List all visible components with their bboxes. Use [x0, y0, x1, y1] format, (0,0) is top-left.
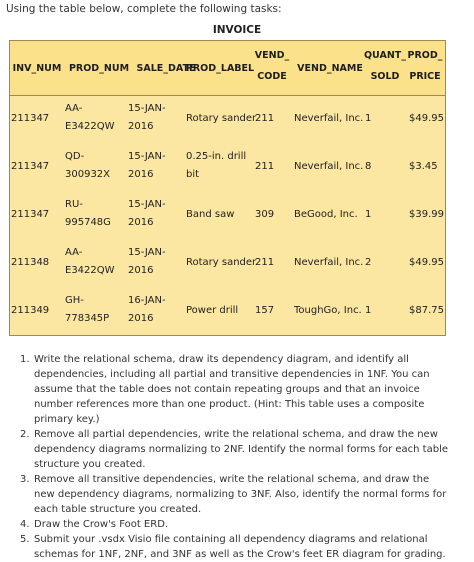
cell-prod-price: $87.75 — [409, 305, 444, 316]
task-text: Write the relational schema, draw its dependency diagram, and identify all dependencies, including all partial and transitive dependencies in 1NF. You can assume that the table does not contain repeating groups and that an invoice number references more than one product. (Hint: This table uses a composite primary key.) — [34, 354, 430, 425]
task-item — [20, 352, 448, 427]
cell-vend-code: 157 — [255, 305, 275, 316]
cell-vend-code: 211 — [255, 257, 275, 268]
table-header-row — [10, 41, 445, 96]
cell-prod-num: 778345P — [65, 313, 110, 324]
table-caption: INVOICE — [212, 24, 262, 36]
cell-sale-date: 2016 — [128, 313, 154, 324]
cell-prod-price: $49.95 — [409, 257, 444, 268]
cell-vend-code: 309 — [255, 209, 275, 220]
cell-prod-num: AA- — [65, 247, 83, 258]
cell-prod-label: Band saw — [186, 209, 235, 220]
cell-prod-num: GH- — [65, 295, 84, 306]
cell-inv-num: 211347 — [11, 113, 50, 124]
table-row — [10, 195, 445, 243]
cell-quant-sold: 1 — [365, 305, 372, 316]
cell-prod-num: E3422QW — [65, 121, 115, 132]
cell-quant-sold: 1 — [365, 113, 372, 124]
task-list — [20, 352, 448, 562]
cell-prod-label: Rotary sander — [186, 113, 257, 124]
cell-vend-code: 211 — [255, 113, 275, 124]
invoice-table — [9, 40, 446, 336]
cell-sale-date: 15-JAN- — [128, 103, 166, 114]
task-item — [20, 532, 448, 562]
task-number: 5. — [20, 534, 30, 545]
task-text: Remove all partial dependencies, write the relational schema, and draw the new dependency diagrams normalizing to 2NF. Identify the normal forms for each table structure you created. — [34, 429, 449, 470]
task-item — [20, 427, 448, 472]
header-vend-code-line1: VEND_ — [254, 50, 290, 61]
task-number: 3. — [20, 474, 30, 485]
header-sale-date: SALE_DATE — [136, 63, 196, 74]
table-row — [10, 291, 445, 339]
cell-sale-date: 2016 — [128, 169, 154, 180]
cell-sale-date: 16-JAN- — [128, 295, 166, 306]
cell-prod-price: $3.45 — [409, 161, 438, 172]
cell-vend-name: BeGood, Inc. — [294, 209, 358, 220]
header-quant-sold-line1: QUANT_ — [363, 50, 407, 61]
cell-quant-sold: 2 — [365, 257, 372, 268]
cell-vend-name: ToughGo, Inc. — [294, 305, 362, 316]
cell-prod-num: 995748G — [65, 217, 111, 228]
cell-prod-num: 300932X — [65, 169, 111, 180]
table-row — [10, 147, 445, 195]
task-item — [20, 517, 448, 532]
cell-sale-date: 15-JAN- — [128, 199, 166, 210]
header-prod-price-line2: PRICE — [409, 71, 441, 82]
instructions-intro: Using the table below, complete the following tasks: — [6, 3, 282, 15]
cell-inv-num: 211347 — [11, 209, 50, 220]
cell-vend-name: Neverfail, Inc. — [294, 257, 364, 268]
header-quant-sold-line2: SOLD — [370, 71, 400, 82]
cell-inv-num: 211349 — [11, 305, 50, 316]
table-row — [10, 243, 445, 291]
task-number: 2. — [20, 429, 30, 440]
task-text: Submit your .vsdx Visio file containing all dependency diagrams and relational schemas for 1NF, 2NF, and 3NF as well as the Crow's feet ER diagram for grading. — [34, 534, 446, 560]
cell-sale-date: 2016 — [128, 121, 154, 132]
task-text: Remove all transitive dependencies, write the relational schema, and draw the new dependency diagrams, normalizing to 3NF. Also, identify the normal forms for each table structure you created. — [34, 474, 447, 515]
task-number: 1. — [20, 354, 30, 365]
cell-quant-sold: 1 — [365, 209, 372, 220]
cell-prod-label: bit — [186, 169, 200, 180]
cell-prod-label: Rotary sander — [186, 257, 257, 268]
cell-prod-num: QD- — [65, 151, 85, 162]
cell-sale-date: 15-JAN- — [128, 247, 166, 258]
cell-prod-label: 0.25-in. drill — [186, 151, 247, 162]
cell-inv-num: 211348 — [11, 257, 50, 268]
header-vend-name: VEND_NAME — [297, 63, 363, 74]
cell-prod-label: Power drill — [186, 305, 239, 316]
cell-inv-num: 211347 — [11, 161, 50, 172]
header-prod-num: PROD_NUM — [68, 63, 130, 74]
cell-vend-code: 211 — [255, 161, 275, 172]
header-vend-code-line2: CODE — [257, 71, 287, 82]
cell-vend-name: Neverfail, Inc. — [294, 161, 364, 172]
header-prod-price-line1: PROD_ — [407, 50, 443, 61]
cell-quant-sold: 8 — [365, 161, 372, 172]
cell-prod-price: $49.95 — [409, 113, 444, 124]
task-text: Draw the Crow's Foot ERD. — [34, 519, 169, 530]
cell-prod-num: AA- — [65, 103, 83, 114]
header-inv-num: INV_NUM — [12, 63, 62, 74]
cell-sale-date: 2016 — [128, 217, 154, 228]
cell-vend-name: Neverfail, Inc. — [294, 113, 364, 124]
cell-prod-num: E3422QW — [65, 265, 115, 276]
cell-sale-date: 2016 — [128, 265, 154, 276]
cell-prod-num: RU- — [65, 199, 83, 210]
task-item — [20, 472, 448, 517]
task-number: 4. — [20, 519, 30, 530]
cell-prod-price: $39.99 — [409, 209, 444, 220]
table-row — [10, 99, 445, 147]
header-prod-label: PROD_LABEL — [185, 63, 255, 74]
cell-sale-date: 15-JAN- — [128, 151, 166, 162]
